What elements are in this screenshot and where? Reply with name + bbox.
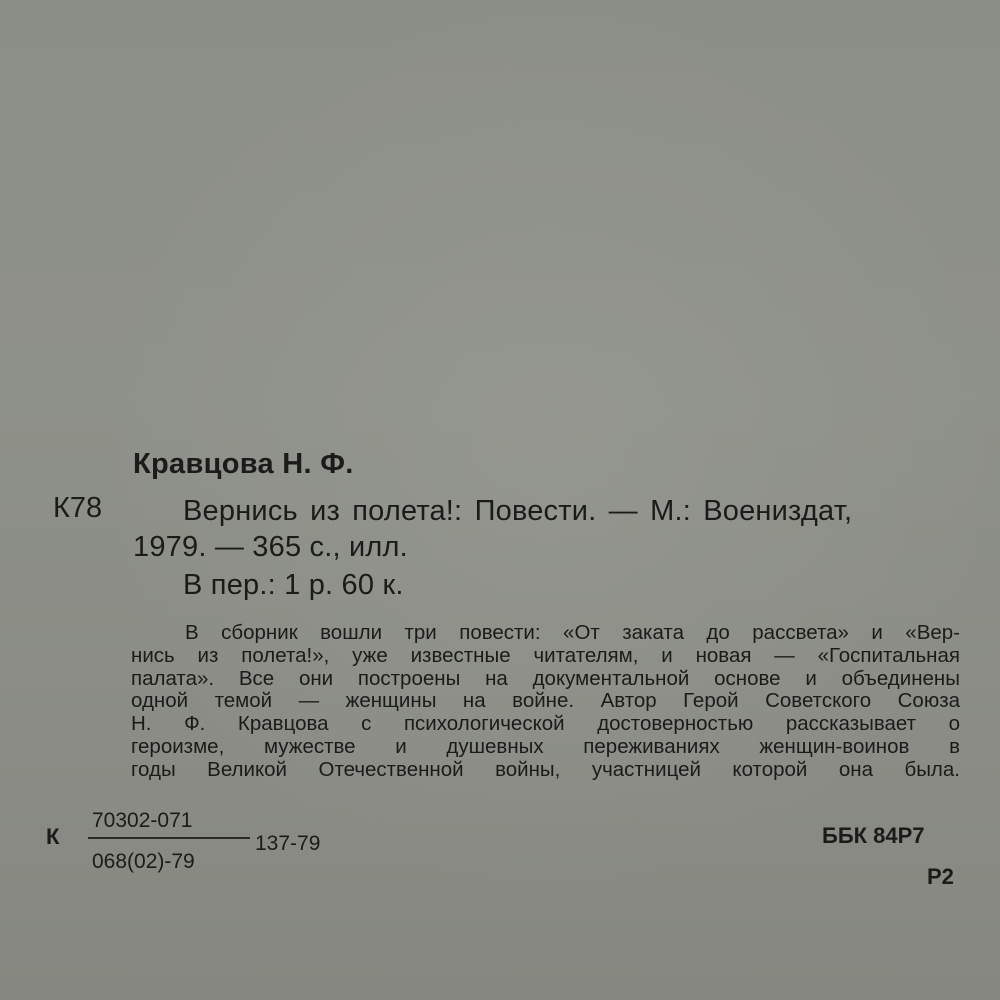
annotation-line: героизме, мужестве и душевных переживаниях женщин-воинов в [131, 734, 960, 758]
udk-code: Р2 [927, 864, 954, 889]
author-heading: Кравцова Н. Ф. [133, 448, 354, 480]
annotation [131, 622, 960, 782]
index-denominator: 068(02)-79 [92, 850, 195, 873]
index-numerator: 70302-071 [92, 809, 193, 832]
annotation-line: нись из полета!», уже известные читателям, и новая — «Госпитальная [131, 643, 960, 667]
index-suffix: 137-79 [255, 832, 321, 855]
call-number: К78 [53, 492, 103, 524]
bbk-code: ББК 84Р7 [822, 823, 925, 848]
price-line: В пер.: 1 р. 60 к. [183, 569, 404, 601]
title-line-2: 1979. — 365 с., илл. [133, 531, 408, 563]
annotation-line: Н. Ф. Кравцова с психологической достоверностью рассказывает о [131, 712, 960, 736]
annotation-line: палата». Все они построены на документальной основе и объединены [131, 666, 960, 690]
annotation-line: одной темой — женщины на войне. Автор Герой Советского Союза [131, 689, 960, 713]
fraction-rule [88, 837, 250, 839]
annotation-line: В сборник вошли три повести: «От заката до рассвета» и «Вер- [185, 621, 960, 644]
title-line-1: Вернись из полета!: Повести. — М.: Воениздат, [183, 495, 853, 527]
index-letter: К [46, 824, 60, 849]
annotation-line: годы Великой Отечественной войны, участницей которой она была. [131, 757, 960, 781]
